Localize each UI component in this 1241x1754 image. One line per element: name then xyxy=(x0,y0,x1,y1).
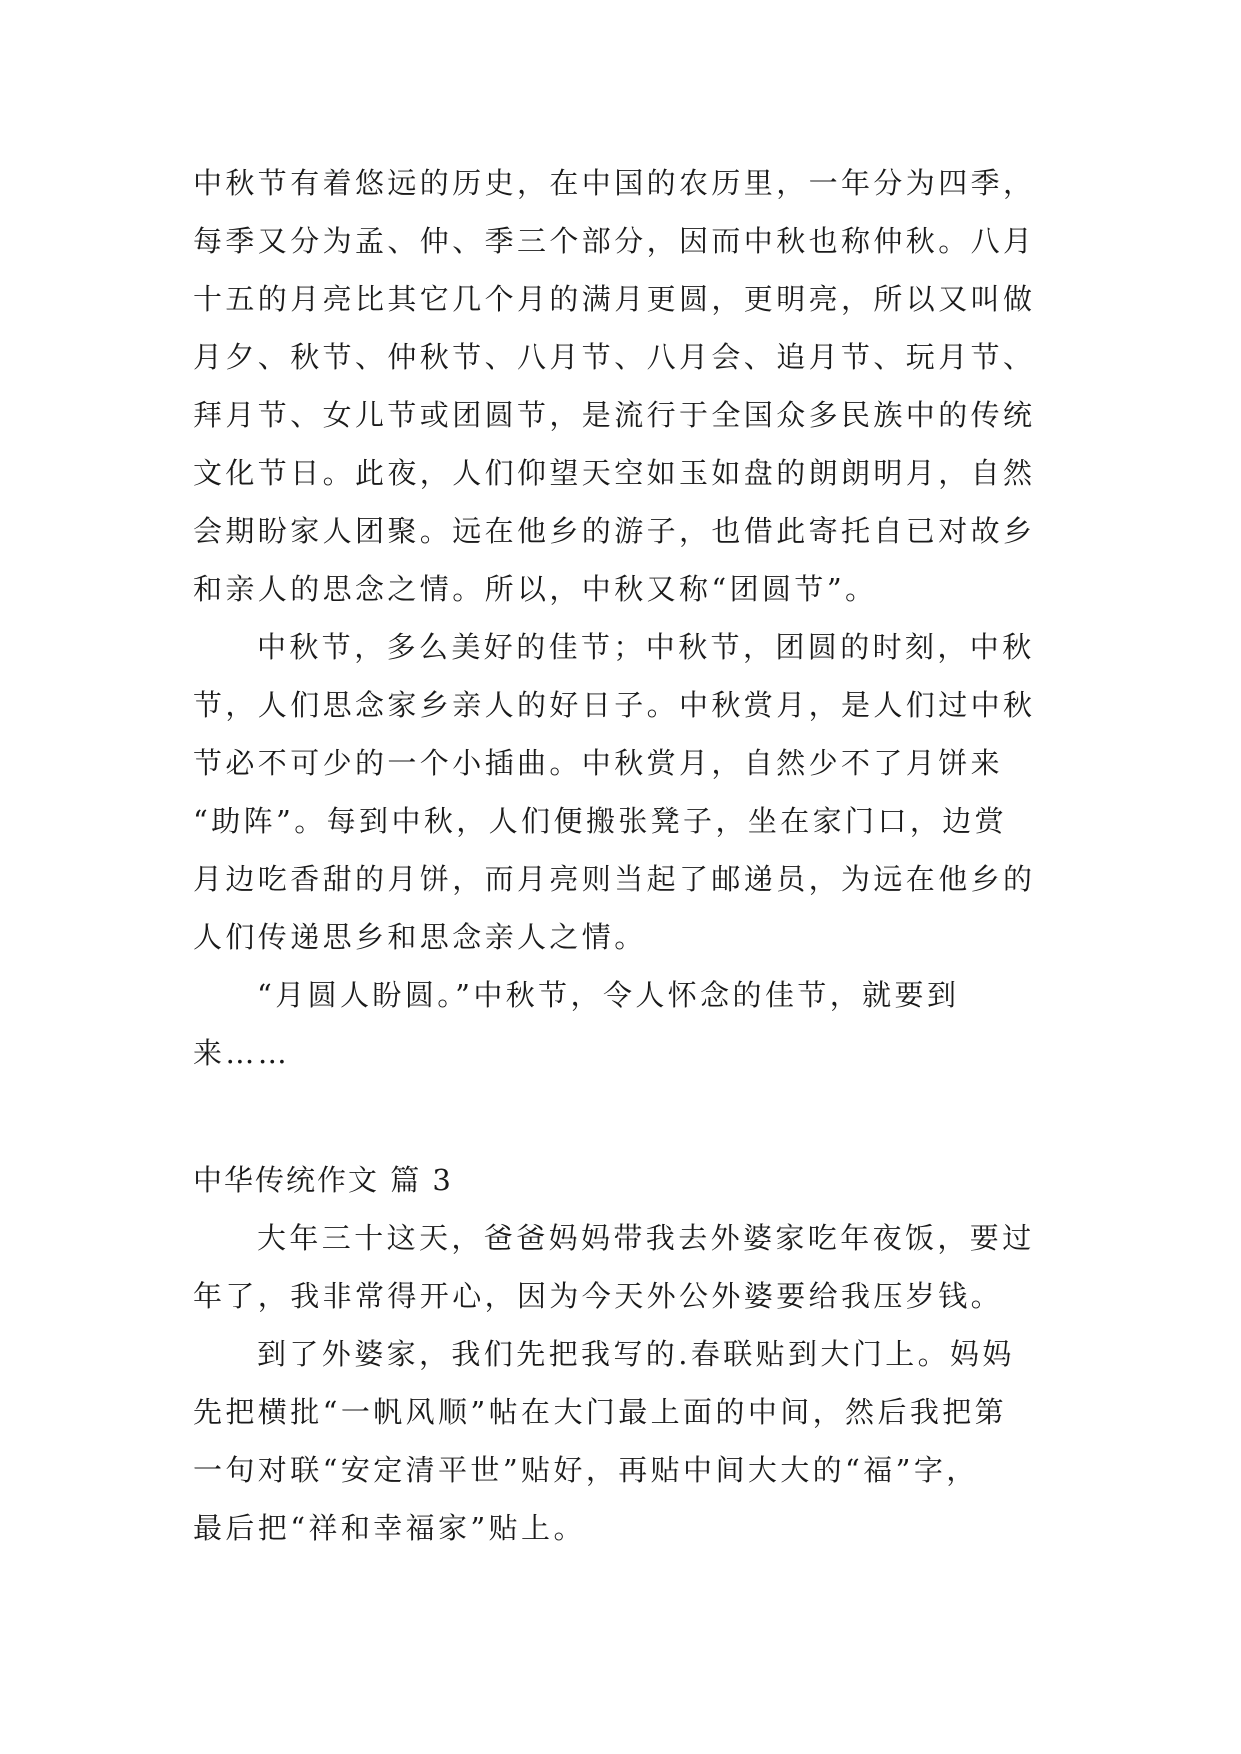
paragraph-new-years-eve xyxy=(193,1209,1055,1325)
paragraph-line: 人们传递思乡和思念亲人之情。 xyxy=(193,920,647,954)
paragraph-line: 和亲人的思念之情。所以，中秋又称“团圆节”。 xyxy=(193,572,878,606)
paragraph-line: 最后把“祥和幸福家”贴上。 xyxy=(193,1511,586,1545)
paragraph-mid-autumn-history xyxy=(193,154,1055,618)
paragraph-line: 节，人们思念家乡亲人的好日子。中秋赏月，是人们过中秋 xyxy=(193,688,1036,722)
section-heading: 中华传统作文 篇 3 xyxy=(193,1163,453,1197)
paragraph-line: 一句对联“安定清平世”贴好，再贴中间大大的“福”字， xyxy=(193,1453,979,1487)
paragraph-line: 节必不可少的一个小插曲。中秋赏月，自然少不了月饼来 xyxy=(193,746,1004,780)
paragraph-mid-autumn-closing xyxy=(193,966,1055,1082)
paragraph-line: 到了外婆家，我们先把我写的.春联贴到大门上。妈妈 xyxy=(257,1337,1015,1371)
paragraph-line: 中秋节有着悠远的历史，在中国的农历里，一年分为四季， xyxy=(193,166,1036,200)
paragraph-line: 来…… xyxy=(193,1036,291,1070)
paragraph-line: 月边吃香甜的月饼，而月亮则当起了邮递员，为远在他乡的 xyxy=(193,862,1036,896)
paragraph-line: 会期盼家人团聚。远在他乡的游子，也借此寄托自已对故乡 xyxy=(193,514,1036,548)
paragraph-line: 年了，我非常得开心，因为今天外公外婆要给我压岁钱。 xyxy=(193,1279,1004,1313)
paragraph-line: 先把横批“一帆风顺”帖在大门最上面的中间，然后我把第 xyxy=(193,1395,1008,1429)
paragraph-line: 十五的月亮比其它几个月的满月更圆，更明亮，所以又叫做 xyxy=(193,282,1036,316)
paragraph-line: 每季又分为孟、仲、季三个部分，因而中秋也称仲秋。八月 xyxy=(193,224,1036,258)
paragraph-line: 大年三十这天，爸爸妈妈带我去外婆家吃年夜饭，要过 xyxy=(257,1221,1035,1255)
paragraph-line: 拜月节、女儿节或团圆节，是流行于全国众多民族中的传统 xyxy=(193,398,1036,432)
paragraph-line: 月夕、秋节、仲秋节、八月节、八月会、追月节、玩月节、 xyxy=(193,340,1036,374)
paragraph-spring-couplets xyxy=(193,1325,1055,1557)
paragraph-line: “月圆人盼圆。”中秋节，令人怀念的佳节，就要到 xyxy=(257,978,960,1012)
paragraph-line: 文化节日。此夜，人们仰望天空如玉如盘的朗朗明月，自然 xyxy=(193,456,1036,490)
paragraph-line: 中秋节，多么美好的佳节；中秋节，团圆的时刻，中秋 xyxy=(257,630,1035,664)
paragraph-line: “助阵”。每到中秋，人们便搬张凳子，坐在家门口，边赏 xyxy=(193,804,1008,838)
paragraph-mid-autumn-moon xyxy=(193,618,1055,966)
